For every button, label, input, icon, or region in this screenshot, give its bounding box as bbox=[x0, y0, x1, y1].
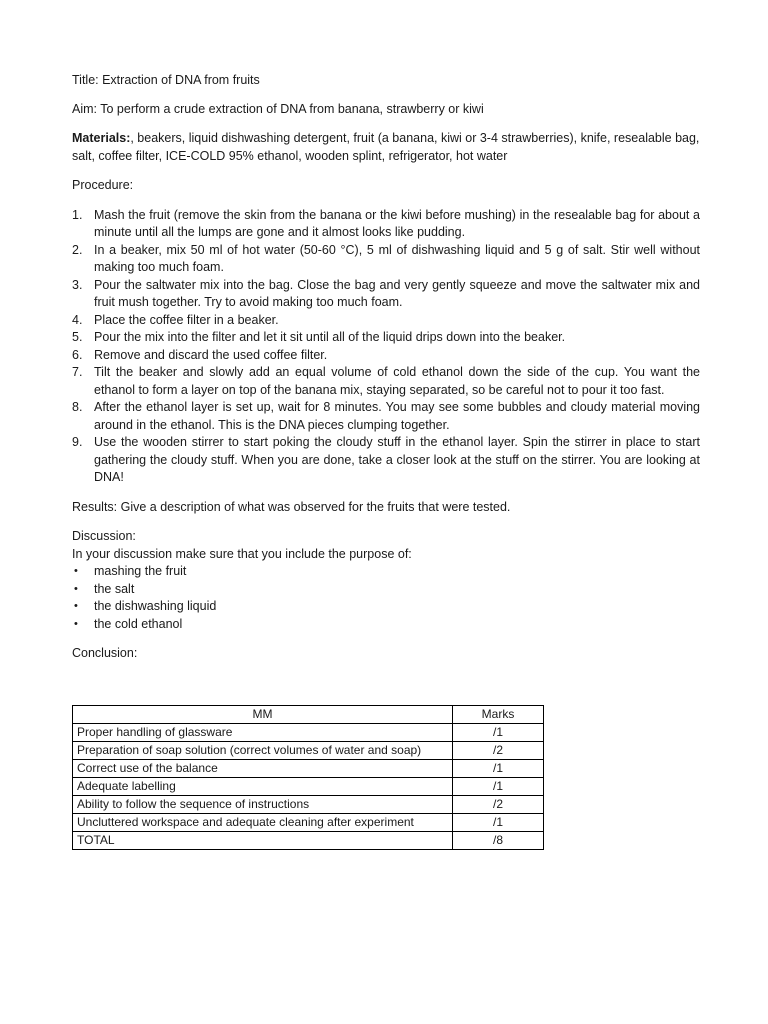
procedure-step bbox=[72, 277, 700, 312]
procedure-steps bbox=[72, 207, 700, 487]
bullet-item bbox=[72, 598, 700, 616]
document-page bbox=[72, 72, 700, 850]
step-text: Remove and discard the used coffee filter. bbox=[94, 347, 328, 362]
criterion-cell: Uncluttered workspace and adequate cleaning after experiment bbox=[73, 813, 453, 831]
marks-cell: /2 bbox=[453, 795, 544, 813]
procedure-step bbox=[72, 434, 700, 487]
criterion-cell: Preparation of soap solution (correct volumes of water and soap) bbox=[73, 741, 453, 759]
table-row bbox=[73, 795, 544, 813]
table-row bbox=[73, 759, 544, 777]
procedure-step bbox=[72, 207, 700, 242]
column-header-mm: MM bbox=[73, 705, 453, 723]
marks-cell: /1 bbox=[453, 723, 544, 741]
bullet-text: the salt bbox=[94, 581, 135, 596]
results-paragraph: Results: Give a description of what was observed for the fruits that were tested. bbox=[72, 499, 511, 514]
bullet-item bbox=[72, 616, 700, 634]
step-number: 6. bbox=[72, 347, 83, 362]
criterion-cell: TOTAL bbox=[73, 831, 453, 849]
marking-table bbox=[72, 705, 544, 850]
document-title: Title: Extraction of DNA from fruits bbox=[72, 73, 260, 87]
procedure-step bbox=[72, 399, 700, 434]
procedure-step bbox=[72, 312, 700, 330]
bullet-item bbox=[72, 581, 700, 599]
step-text: Pour the mix into the filter and let it sit until all of the liquid drips down into the beaker. bbox=[94, 330, 566, 344]
table-row bbox=[73, 813, 544, 831]
step-number: 7. bbox=[72, 365, 83, 379]
step-number: 3. bbox=[72, 277, 83, 292]
materials-text: , beakers, liquid dishwashing detergent, fruit (a banana, kiwi or 3-4 strawberries), knife, resealable bag, salt, coffee filter, ICE-COLD 95% ethanol, wooden splint, refrigerator, hot water bbox=[72, 131, 700, 163]
procedure-heading: Procedure: bbox=[72, 178, 134, 192]
discussion-bullets bbox=[72, 563, 700, 633]
aim-statement: Aim: To perform a crude extraction of DNA from banana, strawberry or kiwi bbox=[72, 101, 484, 116]
step-text: In a beaker, mix 50 ml of hot water (50-60 °C), 5 ml of dishwashing liquid and 5 g of salt. Stir well without making too much foam. bbox=[94, 242, 700, 274]
bullet-text: mashing the fruit bbox=[94, 564, 187, 578]
step-number: 1. bbox=[72, 207, 83, 222]
discussion-heading: Discussion: bbox=[72, 529, 136, 543]
step-text: Place the coffee filter in a beaker. bbox=[94, 312, 279, 327]
criterion-cell: Adequate labelling bbox=[73, 777, 453, 795]
step-text: Mash the fruit (remove the skin from the banana or the kiwi before mushing) in the resealable bag for about a minute until all the lumps are gone and it almost looks like pudding. bbox=[94, 207, 700, 239]
criterion-cell: Ability to follow the sequence of instructions bbox=[73, 795, 453, 813]
column-header-marks: Marks bbox=[453, 705, 544, 723]
table-row bbox=[73, 723, 544, 741]
step-text: Pour the saltwater mix into the bag. Close the bag and very gently squeeze and move the saltwater mix and fruit mush together. Try to avoid making too much foam. bbox=[94, 277, 700, 309]
marks-cell: /8 bbox=[453, 831, 544, 849]
step-text: After the ethanol layer is set up, wait for 8 minutes. You may see some bubbles and cloudy material moving around in the ethanol. This is the DNA pieces clumping together. bbox=[94, 400, 700, 432]
bullet-icon: • bbox=[74, 600, 78, 612]
conclusion-heading: Conclusion: bbox=[72, 646, 138, 660]
procedure-step bbox=[72, 364, 700, 399]
step-number: 5. bbox=[72, 330, 83, 344]
marks-cell: /1 bbox=[453, 759, 544, 777]
materials-label: Materials: bbox=[72, 131, 131, 145]
marks-cell: /1 bbox=[453, 813, 544, 831]
marks-cell: /1 bbox=[453, 777, 544, 795]
materials-paragraph bbox=[72, 130, 700, 165]
step-text: Use the wooden stirrer to start poking the cloudy stuff in the ethanol layer. Spin the stirrer in place to start gathering the cloudy stuff. When you are done, take a closer look at the stuff on the stirrer. You are looking at DNA! bbox=[94, 435, 700, 484]
procedure-step bbox=[72, 347, 700, 365]
criterion-cell: Correct use of the balance bbox=[73, 759, 453, 777]
procedure-step bbox=[72, 242, 700, 277]
step-number: 9. bbox=[72, 435, 83, 449]
table-row bbox=[73, 741, 544, 759]
discussion-intro: In your discussion make sure that you include the purpose of: bbox=[72, 546, 412, 561]
procedure-step bbox=[72, 329, 700, 347]
table-row-total bbox=[73, 831, 544, 849]
bullet-text: the cold ethanol bbox=[94, 616, 183, 631]
table-row bbox=[73, 777, 544, 795]
bullet-icon: • bbox=[74, 617, 78, 630]
criterion-cell: Proper handling of glassware bbox=[73, 723, 453, 741]
marks-cell: /2 bbox=[453, 741, 544, 759]
step-text: Tilt the beaker and slowly add an equal volume of cold ethanol down the side of the cup. You want the ethanol to form a layer on top of the banana mix, staying separated, so be careful not to pour it too fast. bbox=[94, 365, 700, 397]
bullet-icon: • bbox=[74, 582, 78, 595]
bullet-item bbox=[72, 563, 700, 581]
bullet-icon: • bbox=[74, 565, 78, 577]
table-header-row bbox=[73, 705, 544, 723]
bullet-text: the dishwashing liquid bbox=[94, 599, 217, 613]
step-number: 8. bbox=[72, 400, 83, 414]
step-number: 2. bbox=[72, 242, 83, 257]
step-number: 4. bbox=[72, 312, 83, 327]
